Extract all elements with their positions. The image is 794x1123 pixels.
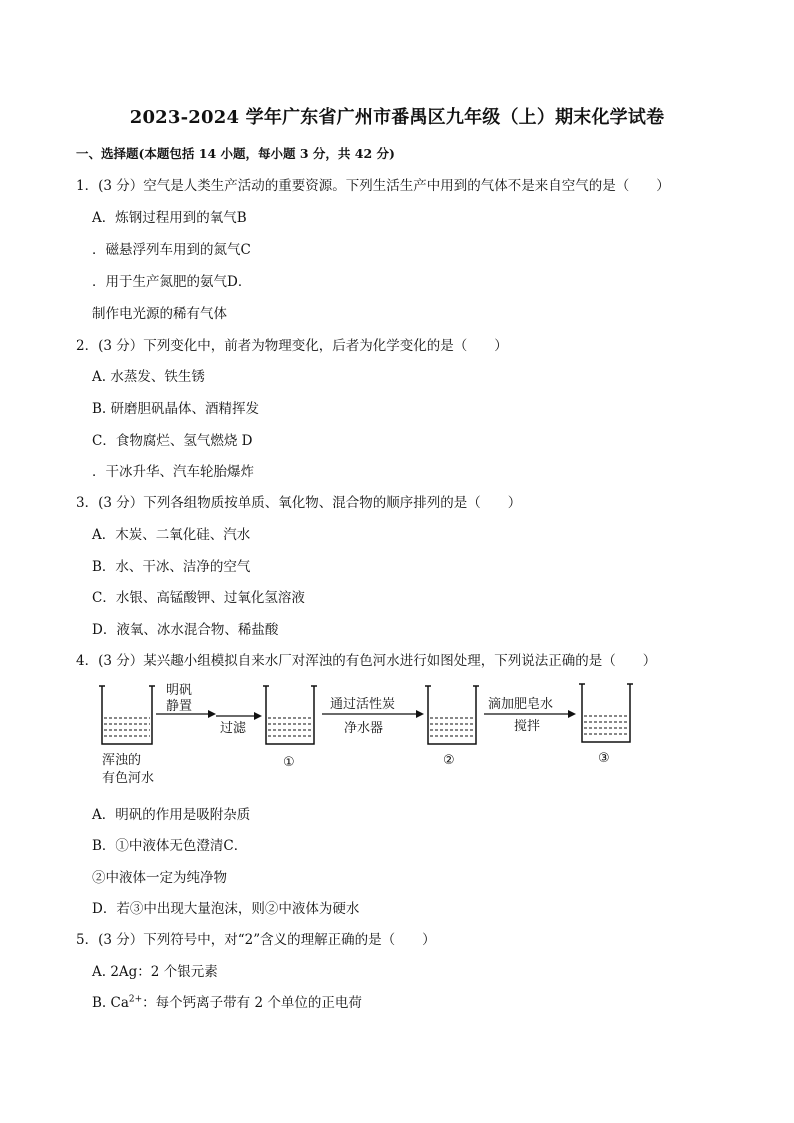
question-2-line-2: B. 研磨胆矾晶体、酒精挥发	[92, 401, 260, 417]
question-1-stem: 1．(3 分）空气是人类生产活动的重要资源。下列生活生产中用到的气体不是来自空气的是（ ）	[76, 178, 670, 194]
question-1-line-2: ．磁悬浮列车用到的氮气C	[92, 242, 251, 258]
exam-title: 2023-2024 学年广东省广州市番禺区九年级（上）期末化学试卷	[129, 107, 665, 128]
question-1-line-4: 制作电光源的稀有气体	[92, 306, 227, 322]
step-1-label-bottom: 过滤	[220, 721, 247, 736]
question-5-line-1: A. 2Ag：2 个银元素	[92, 964, 218, 980]
question-4-line-2: B．①中液体无色澄清C．	[92, 838, 248, 854]
arrow-2-head	[416, 710, 424, 718]
question-3-line-2: B．水、干冰、洁净的空气	[92, 559, 251, 575]
question-5-line-2	[92, 991, 362, 1011]
question-5-line-2-suffix: ：每个钙离子带有 2 个单位的正电荷	[142, 995, 362, 1011]
question-2-line-4: ．干冰升华、汽车轮胎爆炸	[92, 464, 254, 480]
question-2-line-3: C．食物腐烂、氢气燃烧 D	[92, 433, 253, 449]
section-heading: 一、选择题(本题包括 14 小题，每小题 3 分，共 42 分)	[76, 146, 395, 161]
step-3-label-bottom: 搅拌	[514, 719, 541, 734]
beaker-1	[263, 686, 317, 744]
question-5-stem: 5．(3 分）下列符号中，对“2”含义的理解正确的是（ ）	[76, 932, 436, 948]
question-4-line-1: A．明矾的作用是吸附杂质	[92, 807, 251, 823]
step-1-label-top-1: 明矾	[166, 683, 193, 698]
question-5-line-2-prefix: B. Ca	[92, 995, 129, 1011]
start-label-line-1: 浑浊的	[102, 753, 142, 768]
step-2-label-bottom: 净水器	[344, 721, 384, 736]
question-4-line-4: D．若③中出现大量泡沫，则②中液体为硬水	[92, 901, 360, 917]
beaker-2	[425, 686, 479, 744]
step-1-label-top-2: 静置	[166, 699, 193, 714]
arrow-1b-head	[254, 712, 262, 720]
question-4-line-3: ②中液体一定为纯净物	[92, 870, 227, 886]
question-5-line-2-superscript: 2+	[128, 994, 143, 1005]
arrow-3-head	[568, 710, 576, 718]
beaker-3	[579, 684, 633, 742]
question-2-line-1: A. 水蒸发、铁生锈	[92, 369, 205, 385]
question-3-line-3: C．水银、高锰酸钾、过氧化氢溶液	[92, 590, 305, 606]
arrow-1-head	[208, 710, 216, 718]
question-1-line-1: A．炼钢过程用到的氧气B	[92, 210, 247, 226]
question-3-stem: 3．(3 分）下列各组物质按单质、氧化物、混合物的顺序排列的是（ ）	[76, 495, 522, 511]
beaker-2-label: ②	[443, 753, 455, 768]
question-3-line-1: A．木炭、二氧化硅、汽水	[92, 527, 251, 543]
question-3-line-4: D．液氧、冰水混合物、稀盐酸	[92, 622, 279, 638]
step-3-label-top: 滴加肥皂水	[488, 697, 554, 712]
start-label-line-2: 有色河水	[102, 771, 155, 786]
water-treatment-diagram	[96, 678, 656, 798]
question-2-stem: 2．(3 分）下列变化中，前者为物理变化，后者为化学变化的是（ ）	[76, 338, 508, 354]
beaker-start	[99, 686, 155, 744]
step-2-label-top: 通过活性炭	[330, 697, 396, 712]
beaker-1-label: ①	[283, 755, 295, 770]
beaker-3-label: ③	[598, 751, 610, 766]
question-4-stem: 4．(3 分）某兴趣小组模拟自来水厂对浑浊的有色河水进行如图处理，下列说法正确的是（ ）	[76, 653, 657, 669]
question-1-line-3: ．用于生产氮肥的氨气D．	[92, 274, 252, 290]
